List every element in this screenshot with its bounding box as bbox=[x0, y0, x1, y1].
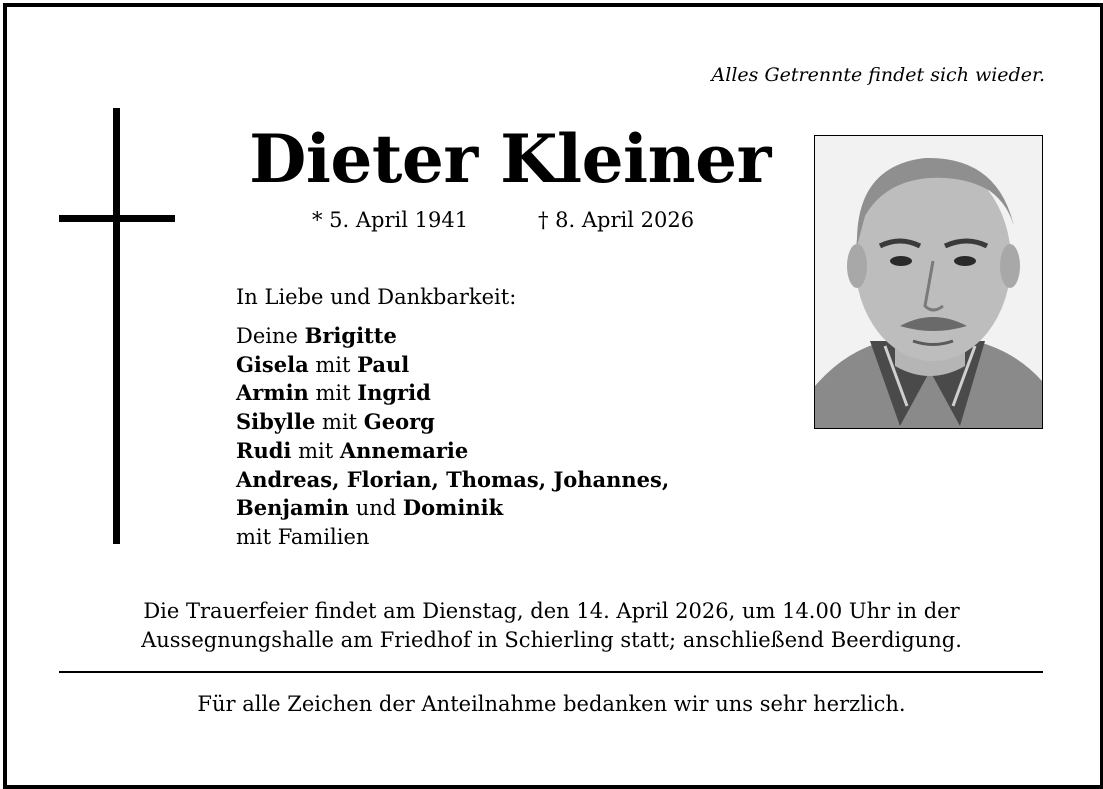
thanks-note: Für alle Zeichen der Anteilnahme bedanken wir uns sehr herzlich. bbox=[197, 692, 906, 716]
mourner-name: Dominik bbox=[402, 495, 504, 521]
mourner-name: Rudi bbox=[236, 437, 292, 463]
mourner-suffix: mit Familien bbox=[236, 524, 370, 549]
mourners-intro: In Liebe und Dankbarkeit: bbox=[236, 285, 517, 309]
mourner-line bbox=[236, 523, 669, 552]
mourner-connector: mit bbox=[315, 410, 364, 435]
death-date: † 8. April 2026 bbox=[538, 208, 695, 232]
mourner-name: Annemarie bbox=[339, 437, 469, 463]
mourner-name: Paul bbox=[357, 351, 410, 377]
mourner-prefix: Deine bbox=[236, 324, 305, 348]
mourner-name: Sibylle bbox=[236, 409, 316, 435]
mourner-line bbox=[236, 322, 669, 351]
mourner-name: Ingrid bbox=[357, 380, 431, 406]
deceased-name: Dieter Kleiner bbox=[249, 120, 771, 198]
divider bbox=[59, 671, 1043, 673]
mourner-line bbox=[236, 351, 669, 380]
mourner-line bbox=[236, 408, 669, 437]
mourner-name: Brigitte bbox=[304, 323, 397, 348]
mourner-name: Benjamin bbox=[236, 495, 350, 521]
cross-icon-vertical bbox=[113, 108, 120, 544]
mourner-connector: und bbox=[349, 496, 403, 521]
motto: Alles Getrennte findet sich wieder. bbox=[711, 64, 1045, 86]
cross-icon-horizontal bbox=[59, 215, 175, 222]
mourner-connector: mit bbox=[308, 381, 358, 406]
mourner-name: Georg bbox=[363, 409, 435, 435]
mourner-name: Andreas, Florian, Thomas, Johannes, bbox=[236, 466, 670, 492]
birth-date: * 5. April 1941 bbox=[312, 208, 469, 232]
mourner-name: Gisela bbox=[236, 351, 309, 377]
funeral-notice-line: Die Trauerfeier findet am Dienstag, den 14. April 2026, um 14.00 Uhr in der bbox=[143, 599, 960, 623]
mourners-list bbox=[236, 322, 669, 552]
funeral-notice bbox=[60, 597, 1043, 655]
mourner-connector: mit bbox=[308, 352, 358, 377]
mourner-line bbox=[236, 379, 669, 408]
mourner-name: Armin bbox=[236, 380, 309, 406]
mourner-line bbox=[236, 466, 669, 495]
mourner-line bbox=[236, 437, 669, 466]
mourner-connector: mit bbox=[291, 438, 340, 463]
funeral-notice-line: Aussegnungshalle am Friedhof in Schierling statt; anschließend Beerdigung. bbox=[141, 628, 962, 652]
portrait-photo bbox=[814, 135, 1043, 429]
mourner-line bbox=[236, 494, 669, 523]
